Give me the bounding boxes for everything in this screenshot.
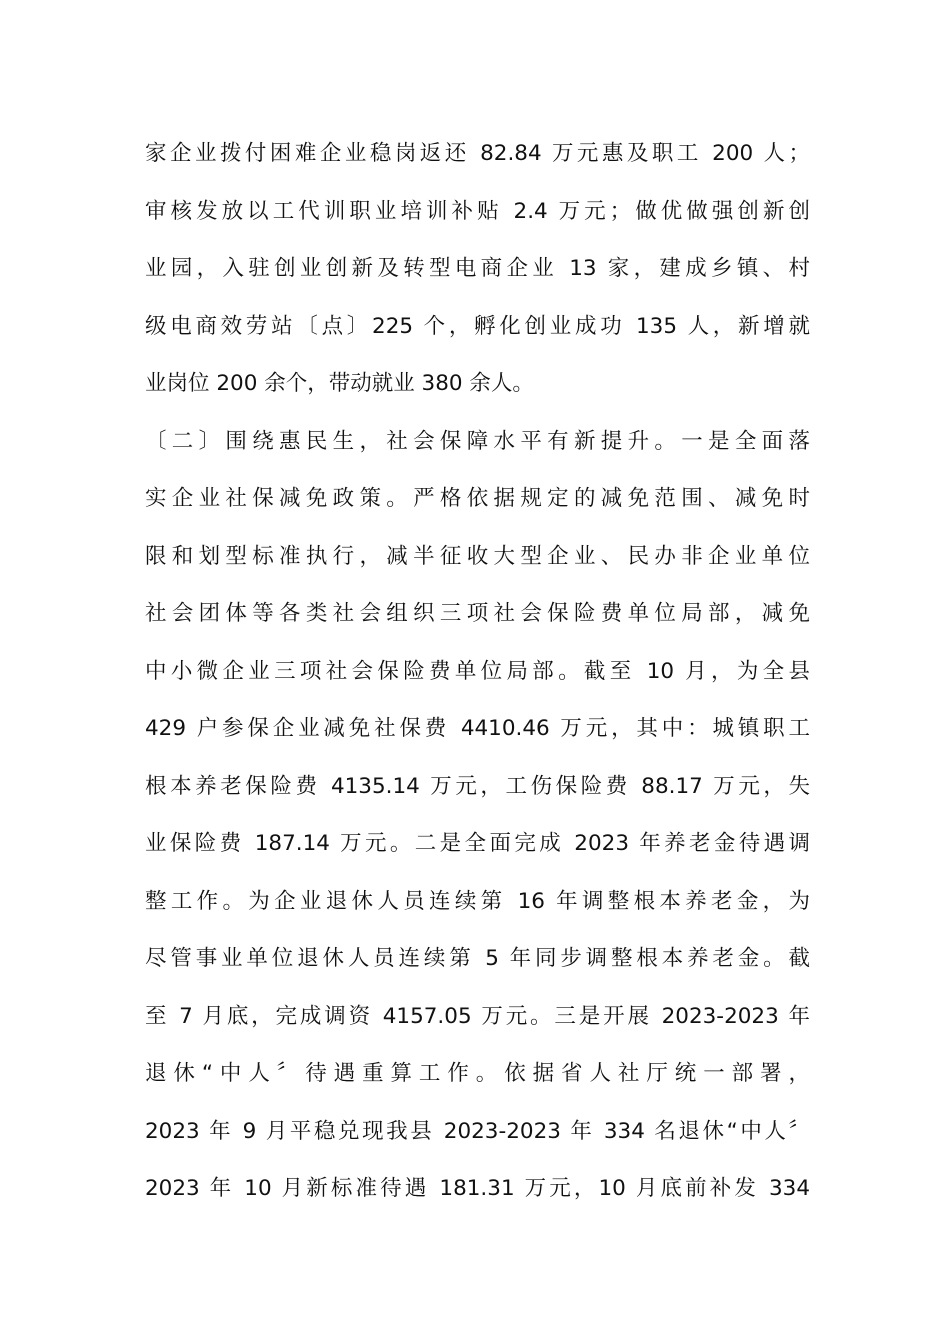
text-line: 业保险费 187.14 万元。二是全面完成 2023 年养老金待遇调 [145, 831, 810, 856]
text-line: 实企业社保减免政策。严格依据规定的减免范围、减免时 [145, 486, 810, 511]
text-line: 退休“中人〞待遇重算工作。依据省人社厅统一部署， [145, 1061, 810, 1086]
text-line: 级电商效劳站〔点〕225 个，孵化创业成功 135 人，新增就 [145, 313, 810, 339]
body-text [145, 125, 810, 1218]
text-line: 家企业拨付困难企业稳岗返还 82.84 万元惠及职工 200 人； [145, 141, 810, 166]
text-line: 根本养老保险费 4135.14 万元，工伤保险费 88.17 万元，失 [145, 773, 810, 799]
text-line: 2023 年 10 月新标准待遇 181.31 万元，10 月底前补发 334 [145, 1176, 810, 1201]
text-line: 2023 年 9 月平稳兑现我县 2023-2023 年 334 名退休“中人〞 [145, 1118, 810, 1144]
text-line: 限和划型标准执行，减半征收大型企业、民办非企业单位 [145, 543, 810, 569]
text-line: 中小微企业三项社会保险费单位局部。截至 10 月，为全县 [145, 658, 810, 684]
text-line: 业园，入驻创业创新及转型电商企业 13 家，建成乡镇、村 [145, 256, 810, 281]
section-heading-line: 〔二〕围绕惠民生，社会保障水平有新提升。一是全面落 [145, 428, 810, 454]
paragraph-end-line: 业岗位 200 余个，带动就业 380 余人。 [145, 371, 534, 396]
text-line: 429 户参保企业减免社保费 4410.46 万元，其中：城镇职工 [145, 716, 810, 741]
text-line: 社会团体等各类社会组织三项社会保险费单位局部，减免 [145, 601, 810, 626]
text-line: 至 7 月底，完成调资 4157.05 万元。三是开展 2023-2023 年 [145, 1003, 810, 1029]
text-line: 审核发放以工代训职业培训补贴 2.4 万元；做优做强创新创 [145, 198, 810, 224]
text-line: 尽管事业单位退休人员连续第 5 年同步调整根本养老金。截 [145, 946, 810, 971]
text-line: 整工作。为企业退休人员连续第 16 年调整根本养老金，为 [145, 888, 810, 914]
